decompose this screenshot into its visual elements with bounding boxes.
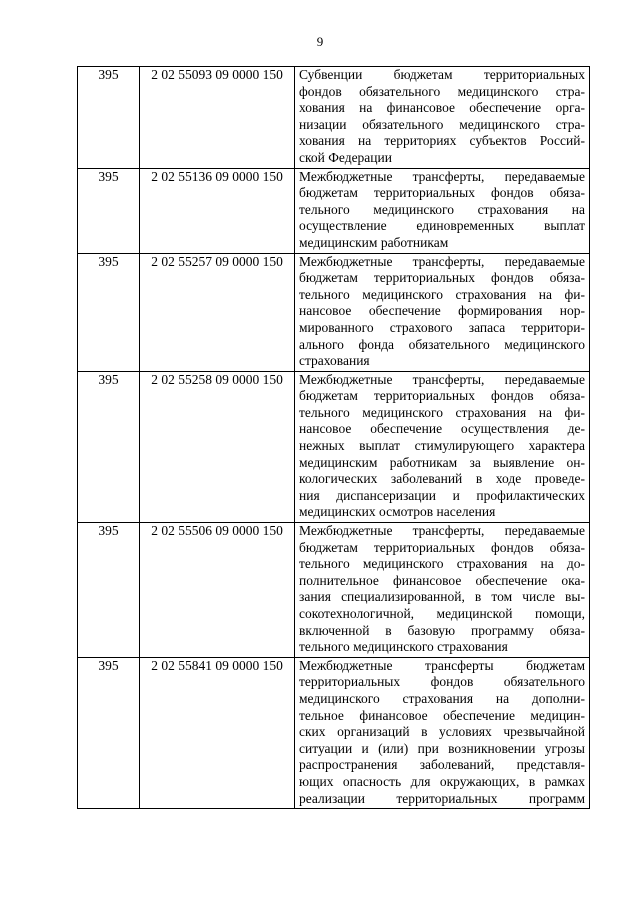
name-line: медицинского страхования на дополни- [299,690,585,706]
table-row [78,657,590,808]
name-line: реализации территориальных программ [299,790,585,806]
name-line: ской Федерации [299,149,392,165]
name-line: тельного медицинского страхования на [299,201,585,217]
name-line: ния диспансеризации и профилактических [299,487,585,503]
budget-code-cell: 2 02 55093 09 0000 150 [140,67,295,169]
name-line: нансовое обеспечение формирования нор- [299,303,585,319]
name-line: Межбюджетные трансферты бюджетам [299,657,585,673]
name-line: Межбюджетные трансферты, передаваемые [299,168,585,184]
page-number: 9 [316,34,324,49]
budget-code-cell: 2 02 55506 09 0000 150 [140,523,295,658]
name-line: территориальных фондов обязательного [299,674,585,690]
name-line: мированного страхового запаса территори- [299,319,585,335]
name-line: сокотехнологичной, медицинской помощи, [299,606,585,621]
budget-classification-table [77,66,590,809]
budget-code-cell: 2 02 55136 09 0000 150 [140,168,295,253]
name-line: хования на территориях субъектов Россий- [299,133,585,149]
name-line: кологических заболеваний в ходе проведе- [299,471,585,487]
table-row [78,168,590,253]
name-line: бюджетам территориальных фондов обяза- [299,388,585,404]
name-line: ющих опасность для окружающих, в рамках [299,773,585,789]
name-cell [295,523,590,658]
name-cell [295,253,590,371]
name-line: медицинским работникам [299,234,449,250]
admin-code-cell: 395 [78,253,140,371]
name-cell [295,371,590,522]
name-line: Субвенции бюджетам территориальных [299,67,585,82]
name-line: полнительное финансовое обеспечение ока- [299,572,585,588]
name-line: тельного медицинского страхования [299,639,508,655]
name-line: страхования [299,353,370,369]
name-line: тельного медицинского страхования на фи- [299,286,585,302]
name-line: тельного медицинского страхования на до- [299,556,585,572]
table-row [78,523,590,658]
name-line: включенной в базовую программу обяза- [299,622,585,638]
name-line: Межбюджетные трансферты, передаваемые [299,371,585,387]
name-line: Межбюджетные трансферты, передаваемые [299,523,585,539]
admin-code-cell: 395 [78,523,140,658]
name-line: медицинских осмотров населения [299,504,496,520]
admin-code-cell: 395 [78,657,140,808]
table-row [78,371,590,522]
name-line: осуществление единовременных выплат [299,218,585,234]
name-line: нежных выплат стимулирующего характера [299,438,585,454]
budget-code-cell: 2 02 55841 09 0000 150 [140,657,295,808]
name-cell [295,67,590,169]
name-line: низации обязательного медицинского стра- [299,116,585,132]
admin-code-cell: 395 [78,371,140,522]
budget-code-cell: 2 02 55257 09 0000 150 [140,253,295,371]
name-line: ских организаций в условиях чрезвычайной [299,724,585,740]
budget-code-cell: 2 02 55258 09 0000 150 [140,371,295,522]
name-cell [295,657,590,808]
name-line: тельного медицинского страхования на фи- [299,404,585,420]
name-line: фондов обязательного медицинского стра- [299,83,585,99]
name-line: медицинским работникам за выявление он- [299,454,585,470]
name-line: нансовое обеспечение осуществления де- [299,421,585,437]
name-line: ального фонда обязательного медицинского [299,336,585,352]
table-row [78,67,590,169]
name-line: бюджетам территориальных фондов обяза- [299,270,585,286]
name-line: ситуации и (или) при возникновении угрозы [299,740,585,756]
name-line: распространения заболеваний, представля- [299,757,585,773]
name-line: бюджетам территориальных фондов обяза- [299,185,585,201]
admin-code-cell: 395 [78,168,140,253]
name-cell [295,168,590,253]
name-line: тельное финансовое обеспечение медицин- [299,707,585,723]
name-line: Межбюджетные трансферты, передаваемые [299,253,585,269]
name-line: хования на финансовое обеспечение орга- [299,100,585,116]
table-row [78,253,590,371]
admin-code-cell: 395 [78,67,140,169]
name-line: бюджетам территориальных фондов обяза- [299,539,585,555]
name-line: зания специализированной, в том числе вы- [299,589,585,605]
